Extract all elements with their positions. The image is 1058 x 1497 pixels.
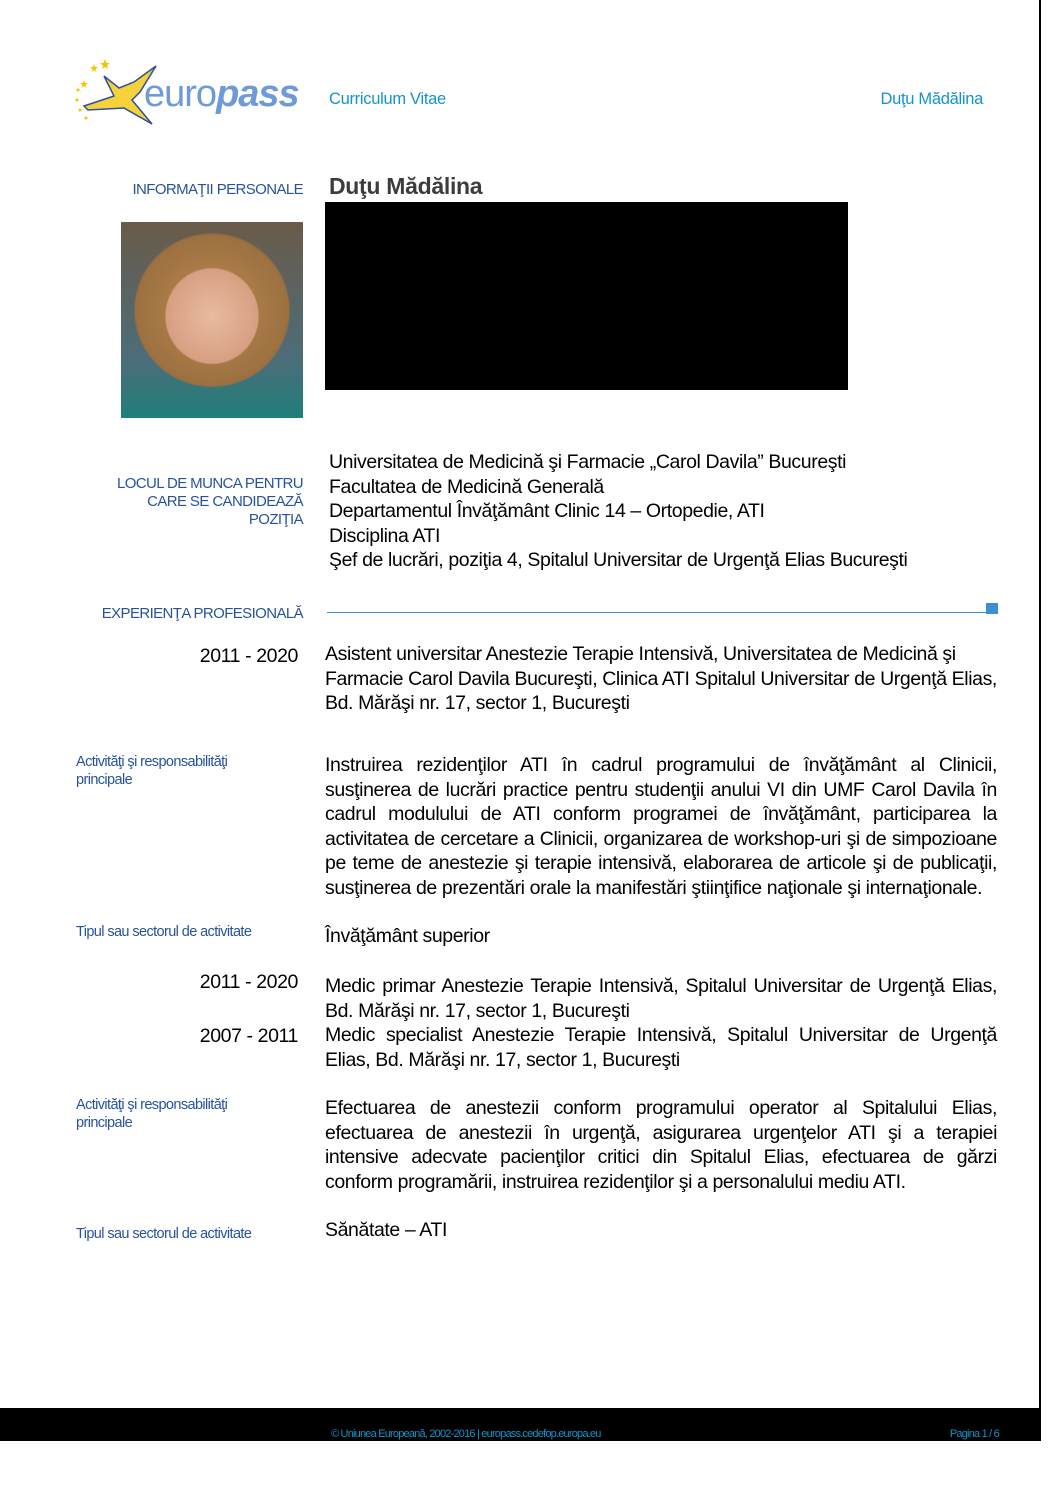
sector-label: Tipul sau sectorul de activitate bbox=[76, 924, 252, 940]
section-label-experience: EXPERIENŢA PROFESIONALĂ bbox=[101, 605, 303, 622]
activities-label: Activităţi şi responsabilităţi principale bbox=[76, 1097, 228, 1131]
position-details bbox=[329, 450, 1001, 573]
section-label-personal: INFORMAŢII PERSONALE bbox=[132, 181, 303, 198]
full-name: Duţu Mădălina bbox=[329, 173, 483, 199]
section-divider-square bbox=[986, 603, 998, 614]
entry-title: Medic primar Anestezie Terapie Intensivă, Spitalul Universitar de Urgenţă Elias, Bd. Mărăşi nr. 17, sector 1, Bucureşti bbox=[325, 975, 997, 1022]
profile-photo bbox=[121, 222, 303, 418]
europass-logo bbox=[74, 58, 304, 128]
activities-text: Efectuarea de anestezii conform programului operator al Spitalului Elias, efectuarea de anestezii în urgenţă, asigurarea urgenţelor ATI şi a terapiei intensive adecvate pacienţilor critici din Spitalul Elias, efectuarea de gărzi conform programării, instruirea rezidenţilor şi a personalului mediu ATI. bbox=[325, 1097, 997, 1193]
position-line: Departamentul Învăţământ Clinic 14 – Ortopedie, ATI bbox=[329, 500, 765, 522]
footer-page-number: Pagina 1 / 6 bbox=[949, 1428, 999, 1440]
entry-title: Asistent universitar Anestezie Terapie Intensivă, Universitatea de Medicină şi Farmacie Carol Davila Bucureşti, Clinica ATI Spitalul Universitar de Urgenţă Elias, Bd. Mărăşi nr. 17, sector 1, Bucureşti bbox=[325, 643, 997, 714]
entry-dates: 2011 - 2020 bbox=[199, 971, 298, 993]
section-divider bbox=[327, 612, 987, 613]
label-line: CARE SE CANDIDEAZĂ bbox=[147, 493, 303, 510]
footer-copyright: © Uniunea Europeană, 2002-2016 | europass.cedefop.europa.eu bbox=[331, 1428, 601, 1440]
doc-type: Curriculum Vitae bbox=[329, 90, 446, 108]
position-line: Şef de lucrări, poziţia 4, Spitalul Universitar de Urgenţă Elias Bucureşti bbox=[329, 549, 908, 571]
activities-text: Instruirea rezidenţilor ATI în cadrul programului de învăţământ al Clinicii, susţinerea de lucrări practice pentru studenţii anului VI din UMF Carol Davila în cadrul modulului de ATI conform programei de învăţământ, participarea la activitatea de cercetare a Clinicii, organizarea de workshop-uri şi de simpozioane pe teme de anestezie şi terapie intensivă, elaborarea de articole şi de publicaţii, susţinerea de prezentări orale la manifestări ştiinţifice naţionale şi internaţionale. bbox=[325, 754, 997, 899]
page-border bbox=[1039, 0, 1041, 1441]
entry-dates: 2011 - 2020 bbox=[199, 645, 298, 667]
sector-value: Sănătate – ATI bbox=[325, 1219, 447, 1241]
label-line: LOCUL DE MUNCA PENTRU bbox=[116, 475, 303, 492]
label-line: POZIŢIA bbox=[248, 511, 303, 528]
svg-text:europass: europass bbox=[144, 73, 299, 115]
sector-label: Tipul sau sectorul de activitate bbox=[76, 1226, 252, 1242]
sector-value: Învăţământ superior bbox=[325, 925, 490, 947]
header-name: Duţu Mădălina bbox=[880, 90, 983, 108]
position-line: Disciplina ATI bbox=[329, 524, 441, 547]
europass-star-figure-icon bbox=[74, 58, 304, 128]
position-line: Facultatea de Medicină Generală bbox=[329, 475, 604, 498]
position-line: Universitatea de Medicină şi Farmacie „Carol Davila” Bucureşti bbox=[329, 451, 847, 473]
redacted-contact-block bbox=[325, 202, 848, 390]
activities-label: Activităţi şi responsabilităţi principale bbox=[76, 754, 228, 788]
entry-title: Medic specialist Anestezie Terapie Intensivă, Spitalul Universitar de Urgenţă Elias, Bd. Mărăşi nr. 17, sector 1, Bucureşti bbox=[325, 1024, 997, 1071]
entry-dates: 2007 - 2011 bbox=[199, 1025, 298, 1047]
section-label-position bbox=[63, 475, 303, 529]
